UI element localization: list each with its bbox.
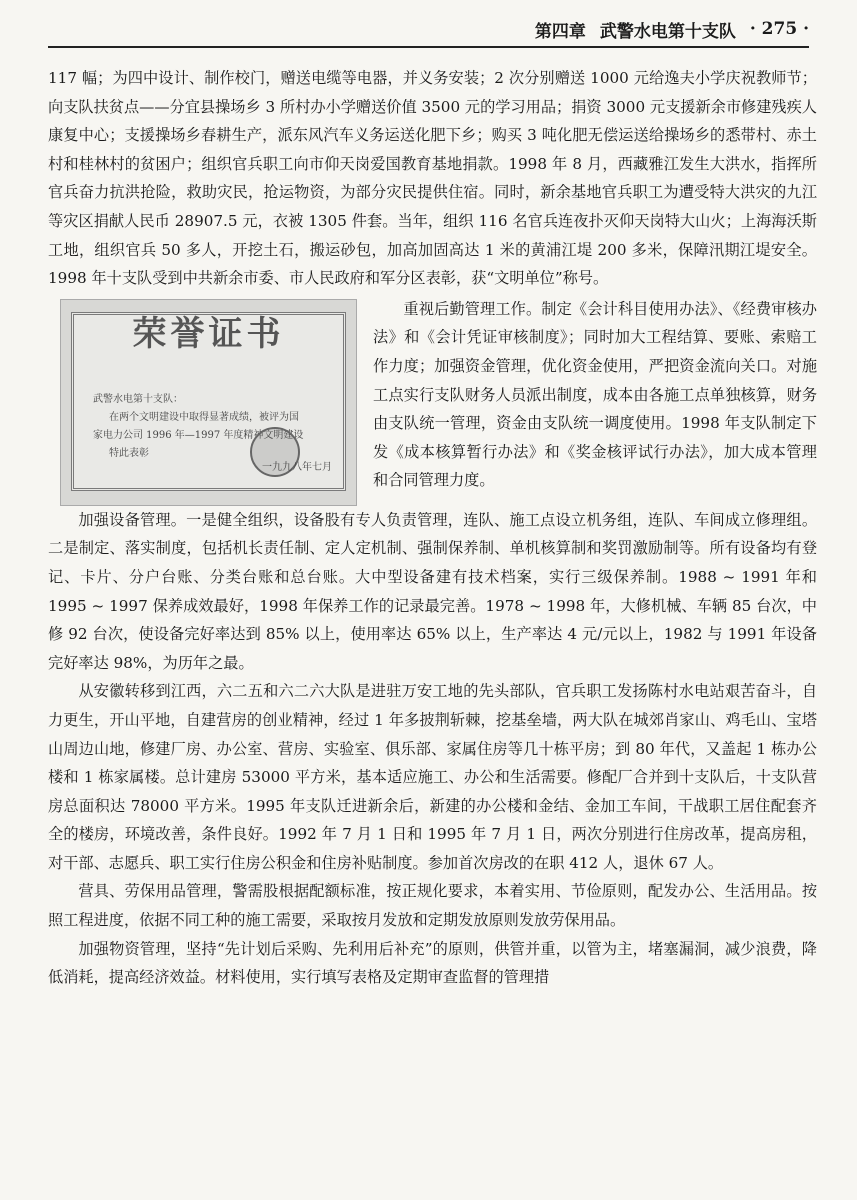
certificate-line-3: 家电力公司 1996 年—1997 年度精神文明建设 (93, 429, 304, 441)
paragraph-logistics: 重视后勤管理工作。制定《会计科目使用办法》、《经费审核办法》和《会计凭证审核制度》；同时加大工程结算、要账、索赔工作力度；加强资金管理，优化资金使用，严把资金流向关口。对施工点实行支队财务人员派出制度，成本由各施工点单独核算，财务由支队统一管理，资金由支队统一调度使用。1998 年支队制定下发《成本核算暂行办法》和《奖金核评试行办法》，加大成本管理和合同管理力度。 (373, 299, 817, 490)
paragraph-donations: 117 幅；为四中设计、制作校门，赠送电缆等电器，并义务安装；2 次分别赠送 1000 元给逸夫小学庆祝教师节；向支队扶贫点——分宜县操场乡 3 所村办小学赠送价值 3500 元的学习用品；捐资 3000 元支援新余市修建残疾人康复中心；支援操场乡春耕生产，派东风汽车义务运送化肥下乡；购买 3 吨化肥无偿运送给操场乡的悉带村、赤土村和桂林村的贫困户；组织官兵职工向市仰天岗爱国教育基地捐款。1998 年 8 月，西藏雅江发生大洪水，指挥所官兵奋力抗洪抢险，救助灾民，抢运物资，为部分灾民提供住宿。同时，新余基地官兵职工为遭受特大洪灾的九江等灾区捐献人民币 28907.5 元，衣被 1305 件套。当年，组织 116 名官兵连夜扑灭仰天岗特大山火；上海海沃斯工地，组织官兵 50 多人，开挖土石，搬运砂包，加高加固高达 1 米的黄浦江堤 200 多米，保障汛期江堤安全。1998 年十支队受到中共新余市委、市人民政府和军分区表彰，获“文明单位”称号。 (48, 69, 817, 288)
paragraph-housing: 从安徽转移到江西，六二五和六二六大队是进驻万安工地的先头部队，官兵职工发扬陈村水电站艰苦奋斗，自力更生，开山平地，自建营房的创业精神，经过 1 年多披荆斩棘，挖基垒墙，两大队在城郊肖家山、鸡毛山、宝塔山周边山地，修建厂房、办公室、营房、实验室、俱乐部、家属住房等几十栋平房；到 80 年代，又盖起 1 栋办公楼和 1 栋家属楼。总计建房 53000 平方米，基本适应施工、办公和生活需要。修配厂合并到十支队后，十支队营房总面积达 78000 平方米。1995 年支队迁进新余后，新建的办公楼和金结、金加工车间，干战职工居住配套齐全的楼房，环境改善，条件良好。1992 年 7 月 1 日和 1995 年 7 月 1 日，两次分别进行住房改革，提高房租，对干部、志愿兵、职工实行住房公积金和住房补贴制度。参加首次房改的在职 412 人，退休 67 人。 (48, 682, 817, 872)
certificate-title: 荣誉证书 (132, 313, 285, 354)
certificate-line-2: 在两个文明建设中取得显著成绩，被评为国 (109, 411, 299, 423)
certificate-date: 一九九八年七月 (262, 462, 332, 474)
page-header (48, 14, 809, 44)
unit-title: 武警水电第十支队 (599, 21, 736, 42)
honor-certificate-image (60, 299, 357, 506)
page-number: · 275 · (749, 19, 809, 39)
paragraph-materials: 加强物资管理，坚持“先计划后采购、先利用后补充”的原则，供管并重，以管为主，堵塞漏洞，减少浪费，降低消耗，提高经济效益。材料使用，实行填写表格及定期审查监督的管理措 (48, 939, 817, 987)
figure-section (48, 295, 817, 506)
chapter-label: 第四章 (534, 21, 586, 42)
paragraph-supplies: 营具、劳保用品管理，警需股根据配额标准，按正规化要求，本着实用、节俭原则，配发办公、生活用品。按照工程进度，依据不同工种的施工需要，采取按月发放和定期发放原则发放劳保用品。 (48, 882, 817, 930)
header-rule (48, 46, 809, 48)
main-content (48, 64, 817, 992)
certificate-line-4: 特此表彰 (109, 447, 149, 459)
paragraph-equipment: 加强设备管理。一是健全组织，设备股有专人负责管理，连队、施工点设立机务组，连队、车间成立修理组。二是制定、落实制度，包括机长责任制、定人定机制、强制保养制、单机核算制和奖罚激励制等。所有设备均有登记、卡片、分户台账、分类台账和总台账。大中型设备建有技术档案，实行三级保养制。1988 ~ 1991 年和 1995 ~ 1997 保养成效最好，1998 年保养工作的记录最完善。1978 ~ 1998 年，大修机械、车辆 85 台次，中修 92 台次，使设备完好率达到 85% 以上，使用率达 65% 以上，生产率达 4 元/元以上，1982 与 1991 年设备完好率达 98%，为历年之最。 (48, 510, 817, 672)
side-text (373, 295, 817, 506)
certificate-line-1: 武警水电第十支队： (93, 393, 183, 405)
